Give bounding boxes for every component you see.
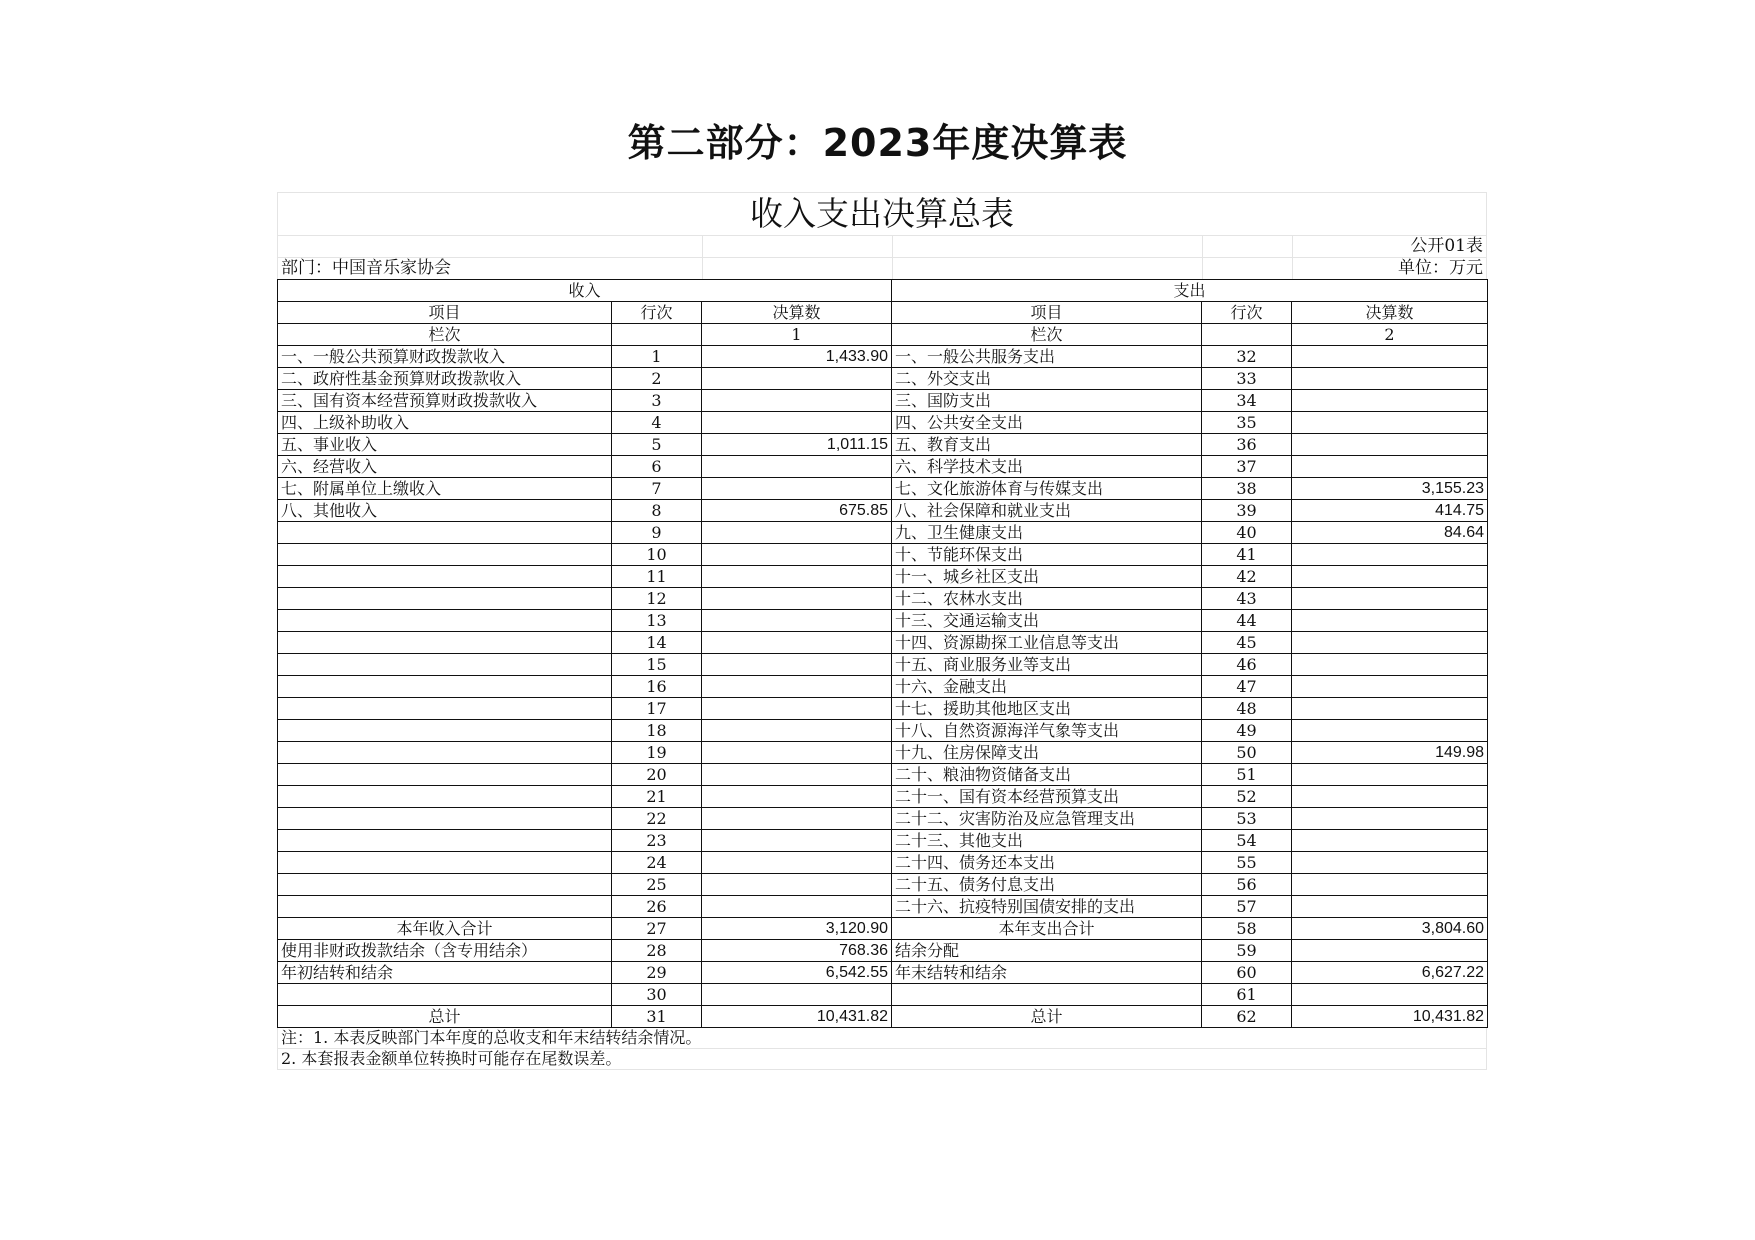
income-summary-item: 总计 <box>278 1006 612 1028</box>
expense-amount <box>1292 412 1488 434</box>
summary-row <box>278 940 1488 962</box>
expense-amount <box>1292 676 1488 698</box>
income-summary-item: 本年收入合计 <box>278 918 612 940</box>
income-amount <box>702 676 892 698</box>
summary-row <box>278 984 1488 1006</box>
income-row-number: 6 <box>612 456 702 478</box>
note-line: 2. 本套报表金额单位转换时可能存在尾数误差。 <box>277 1049 1487 1070</box>
summary-row <box>278 962 1488 984</box>
summary-row <box>278 1006 1488 1028</box>
income-item <box>278 676 612 698</box>
expense-item: 十八、自然资源海洋气象等支出 <box>892 720 1202 742</box>
income-row-number: 12 <box>612 588 702 610</box>
expense-item: 五、教育支出 <box>892 434 1202 456</box>
expense-row-number: 43 <box>1202 588 1292 610</box>
expense-header: 支出 <box>892 280 1488 302</box>
income-row-number: 5 <box>612 434 702 456</box>
table-row <box>278 478 1488 500</box>
table-row <box>278 522 1488 544</box>
column-header-row <box>278 302 1488 324</box>
expense-summary-item: 本年支出合计 <box>892 918 1202 940</box>
expense-item: 二十一、国有资本经营预算支出 <box>892 786 1202 808</box>
income-amount <box>702 654 892 676</box>
income-item: 四、上级补助收入 <box>278 412 612 434</box>
expense-amount <box>1292 764 1488 786</box>
expense-row-number: 32 <box>1202 346 1292 368</box>
expense-row-number: 40 <box>1202 522 1292 544</box>
income-row-number: 8 <box>612 500 702 522</box>
empty-cell <box>1202 324 1292 346</box>
expense-amount <box>1292 852 1488 874</box>
income-row-number: 17 <box>612 698 702 720</box>
expense-summary-item: 结余分配 <box>892 940 1202 962</box>
expense-row-number: 36 <box>1202 434 1292 456</box>
expense-item: 十、节能环保支出 <box>892 544 1202 566</box>
expense-item: 二、外交支出 <box>892 368 1202 390</box>
income-item: 一、一般公共预算财政拨款收入 <box>278 346 612 368</box>
department-label: 部门：中国音乐家协会 <box>281 258 451 278</box>
income-row-number: 29 <box>612 962 702 984</box>
expense-amount <box>1292 544 1488 566</box>
income-row-number: 7 <box>612 478 702 500</box>
income-item <box>278 896 612 918</box>
income-amount <box>702 390 892 412</box>
table-row <box>278 698 1488 720</box>
income-row-number: 19 <box>612 742 702 764</box>
expense-summary-amount <box>1292 984 1488 1006</box>
expense-row-number: 38 <box>1202 478 1292 500</box>
expense-row-number: 42 <box>1202 566 1292 588</box>
income-amount <box>702 566 892 588</box>
income-amount <box>702 368 892 390</box>
expense-row-number: 61 <box>1202 984 1292 1006</box>
expense-row-number: 35 <box>1202 412 1292 434</box>
expense-row-number: 57 <box>1202 896 1292 918</box>
expense-amount: 84.64 <box>1292 522 1488 544</box>
expense-item-header: 项目 <box>892 302 1202 324</box>
expense-item: 十一、城乡社区支出 <box>892 566 1202 588</box>
income-item <box>278 588 612 610</box>
income-row-number: 3 <box>612 390 702 412</box>
table-row <box>278 566 1488 588</box>
table-row <box>278 764 1488 786</box>
income-item <box>278 610 612 632</box>
income-amount <box>702 610 892 632</box>
expense-amount <box>1292 698 1488 720</box>
income-row-number: 28 <box>612 940 702 962</box>
meta-row-code <box>277 235 1487 257</box>
expense-amount <box>1292 654 1488 676</box>
income-amount <box>702 742 892 764</box>
expense-row-number: 46 <box>1202 654 1292 676</box>
income-summary-item <box>278 984 612 1006</box>
empty-cell <box>612 324 702 346</box>
income-amount <box>702 852 892 874</box>
expense-summary-amount: 3,804.60 <box>1292 918 1488 940</box>
income-item: 七、附属单位上缴收入 <box>278 478 612 500</box>
page-title: 第二部分：2023年度决算表 <box>627 121 1128 165</box>
expense-amount: 414.75 <box>1292 500 1488 522</box>
income-row-number: 26 <box>612 896 702 918</box>
expense-item: 四、公共安全支出 <box>892 412 1202 434</box>
income-summary-amount: 10,431.82 <box>702 1006 892 1028</box>
income-amount <box>702 720 892 742</box>
income-item <box>278 566 612 588</box>
expense-item: 六、科学技术支出 <box>892 456 1202 478</box>
income-amount: 675.85 <box>702 500 892 522</box>
expense-row-number: 47 <box>1202 676 1292 698</box>
expense-rowno-header: 行次 <box>1202 302 1292 324</box>
expense-item: 二十六、抗疫特别国债安排的支出 <box>892 896 1202 918</box>
expense-amount <box>1292 896 1488 918</box>
expense-summary-item: 年末结转和结余 <box>892 962 1202 984</box>
table-row <box>278 544 1488 566</box>
income-column-number: 1 <box>702 324 892 346</box>
expense-row-number: 49 <box>1202 720 1292 742</box>
expense-row-number: 56 <box>1202 874 1292 896</box>
expense-summary-item <box>892 984 1202 1006</box>
income-amount <box>702 764 892 786</box>
table-row <box>278 654 1488 676</box>
income-summary-amount <box>702 984 892 1006</box>
table-row <box>278 412 1488 434</box>
expense-item: 十五、商业服务业等支出 <box>892 654 1202 676</box>
unit-label: 单位：万元 <box>1398 258 1483 278</box>
expense-item: 十四、资源勘探工业信息等支出 <box>892 632 1202 654</box>
income-row-number: 16 <box>612 676 702 698</box>
income-amount-header: 决算数 <box>702 302 892 324</box>
income-item: 二、政府性基金预算财政拨款收入 <box>278 368 612 390</box>
expense-row-number: 33 <box>1202 368 1292 390</box>
table-code: 公开01表 <box>1410 236 1483 256</box>
income-item <box>278 522 612 544</box>
meta-row-dept <box>277 257 1487 279</box>
income-amount <box>702 896 892 918</box>
expense-amount: 3,155.23 <box>1292 478 1488 500</box>
table-row <box>278 874 1488 896</box>
income-row-number: 23 <box>612 830 702 852</box>
expense-item: 九、卫生健康支出 <box>892 522 1202 544</box>
expense-amount <box>1292 368 1488 390</box>
income-item <box>278 808 612 830</box>
column-label-row <box>278 324 1488 346</box>
income-row-number: 27 <box>612 918 702 940</box>
income-row-number: 24 <box>612 852 702 874</box>
expense-item: 一、一般公共服务支出 <box>892 346 1202 368</box>
income-row-number: 30 <box>612 984 702 1006</box>
income-row-number: 15 <box>612 654 702 676</box>
expense-column-number: 2 <box>1292 324 1488 346</box>
expense-amount <box>1292 720 1488 742</box>
expense-amount <box>1292 808 1488 830</box>
expense-item: 二十二、灾害防治及应急管理支出 <box>892 808 1202 830</box>
budget-table <box>277 279 1488 1028</box>
income-header: 收入 <box>278 280 892 302</box>
table-row <box>278 896 1488 918</box>
income-item <box>278 720 612 742</box>
expense-amount <box>1292 588 1488 610</box>
income-item: 八、其他收入 <box>278 500 612 522</box>
income-amount <box>702 522 892 544</box>
expense-row-number: 58 <box>1202 918 1292 940</box>
income-row-number: 18 <box>612 720 702 742</box>
income-item-header: 项目 <box>278 302 612 324</box>
summary-row <box>278 918 1488 940</box>
income-amount <box>702 544 892 566</box>
expense-summary-amount: 6,627.22 <box>1292 962 1488 984</box>
expense-row-number: 34 <box>1202 390 1292 412</box>
table-row <box>278 808 1488 830</box>
table-row <box>278 390 1488 412</box>
expense-summary-amount: 10,431.82 <box>1292 1006 1488 1028</box>
income-item <box>278 654 612 676</box>
income-item <box>278 852 612 874</box>
note-line: 注：1. 本表反映部门本年度的总收支和年末结转结余情况。 <box>277 1028 1487 1049</box>
income-column-label: 栏次 <box>278 324 612 346</box>
expense-amount <box>1292 830 1488 852</box>
income-amount <box>702 588 892 610</box>
table-row <box>278 610 1488 632</box>
expense-amount <box>1292 874 1488 896</box>
income-amount <box>702 808 892 830</box>
income-row-number: 13 <box>612 610 702 632</box>
income-summary-item: 使用非财政拨款结余（含专用结余） <box>278 940 612 962</box>
expense-amount <box>1292 786 1488 808</box>
expense-item: 二十四、债务还本支出 <box>892 852 1202 874</box>
table-row <box>278 830 1488 852</box>
table-row <box>278 720 1488 742</box>
income-item <box>278 764 612 786</box>
income-amount <box>702 632 892 654</box>
table-row <box>278 456 1488 478</box>
expense-row-number: 59 <box>1202 940 1292 962</box>
income-item <box>278 698 612 720</box>
expense-amount <box>1292 390 1488 412</box>
income-row-number: 9 <box>612 522 702 544</box>
expense-row-number: 44 <box>1202 610 1292 632</box>
expense-item: 三、国防支出 <box>892 390 1202 412</box>
income-row-number: 14 <box>612 632 702 654</box>
expense-item: 八、社会保障和就业支出 <box>892 500 1202 522</box>
income-row-number: 20 <box>612 764 702 786</box>
income-summary-amount: 6,542.55 <box>702 962 892 984</box>
expense-item: 十七、援助其他地区支出 <box>892 698 1202 720</box>
income-amount <box>702 786 892 808</box>
expense-amount <box>1292 566 1488 588</box>
income-row-number: 2 <box>612 368 702 390</box>
income-row-number: 21 <box>612 786 702 808</box>
income-amount <box>702 874 892 896</box>
income-summary-amount: 768.36 <box>702 940 892 962</box>
expense-amount <box>1292 632 1488 654</box>
expense-summary-item: 总计 <box>892 1006 1202 1028</box>
income-item: 五、事业收入 <box>278 434 612 456</box>
table-title: 收入支出决算总表 <box>277 192 1487 235</box>
income-summary-amount: 3,120.90 <box>702 918 892 940</box>
income-item: 六、经营收入 <box>278 456 612 478</box>
income-row-number: 31 <box>612 1006 702 1028</box>
expense-item: 十六、金融支出 <box>892 676 1202 698</box>
table-row <box>278 500 1488 522</box>
expense-item: 十二、农林水支出 <box>892 588 1202 610</box>
expense-amount <box>1292 434 1488 456</box>
table-row <box>278 786 1488 808</box>
table-row <box>278 852 1488 874</box>
income-amount <box>702 412 892 434</box>
income-amount <box>702 478 892 500</box>
report-sheet <box>277 192 1487 1070</box>
expense-item: 七、文化旅游体育与传媒支出 <box>892 478 1202 500</box>
expense-item: 二十、粮油物资储备支出 <box>892 764 1202 786</box>
expense-row-number: 50 <box>1202 742 1292 764</box>
table-row <box>278 346 1488 368</box>
income-item <box>278 786 612 808</box>
expense-amount <box>1292 610 1488 632</box>
table-row <box>278 676 1488 698</box>
income-item: 三、国有资本经营预算财政拨款收入 <box>278 390 612 412</box>
income-row-number: 25 <box>612 874 702 896</box>
income-amount: 1,433.90 <box>702 346 892 368</box>
income-row-number: 1 <box>612 346 702 368</box>
section-header-row <box>278 280 1488 302</box>
expense-row-number: 48 <box>1202 698 1292 720</box>
expense-amount <box>1292 346 1488 368</box>
income-row-number: 4 <box>612 412 702 434</box>
income-amount <box>702 456 892 478</box>
income-row-number: 10 <box>612 544 702 566</box>
income-row-number: 11 <box>612 566 702 588</box>
expense-item: 十三、交通运输支出 <box>892 610 1202 632</box>
expense-row-number: 62 <box>1202 1006 1292 1028</box>
table-row <box>278 588 1488 610</box>
table-row <box>278 368 1488 390</box>
expense-item: 二十三、其他支出 <box>892 830 1202 852</box>
income-summary-item: 年初结转和结余 <box>278 962 612 984</box>
expense-row-number: 41 <box>1202 544 1292 566</box>
expense-amount: 149.98 <box>1292 742 1488 764</box>
expense-amount <box>1292 456 1488 478</box>
income-item <box>278 632 612 654</box>
expense-row-number: 55 <box>1202 852 1292 874</box>
expense-row-number: 45 <box>1202 632 1292 654</box>
income-item <box>278 830 612 852</box>
expense-item: 十九、住房保障支出 <box>892 742 1202 764</box>
expense-amount-header: 决算数 <box>1292 302 1488 324</box>
income-rowno-header: 行次 <box>612 302 702 324</box>
expense-row-number: 53 <box>1202 808 1292 830</box>
expense-item: 二十五、债务付息支出 <box>892 874 1202 896</box>
income-amount <box>702 698 892 720</box>
table-row <box>278 632 1488 654</box>
expense-row-number: 60 <box>1202 962 1292 984</box>
income-row-number: 22 <box>612 808 702 830</box>
income-item <box>278 742 612 764</box>
income-item <box>278 874 612 896</box>
table-row <box>278 742 1488 764</box>
expense-row-number: 51 <box>1202 764 1292 786</box>
income-amount: 1,011.15 <box>702 434 892 456</box>
expense-row-number: 39 <box>1202 500 1292 522</box>
expense-column-label: 栏次 <box>892 324 1202 346</box>
expense-row-number: 52 <box>1202 786 1292 808</box>
income-item <box>278 544 612 566</box>
expense-row-number: 37 <box>1202 456 1292 478</box>
expense-row-number: 54 <box>1202 830 1292 852</box>
income-amount <box>702 830 892 852</box>
table-row <box>278 434 1488 456</box>
notes <box>277 1028 1487 1070</box>
expense-summary-amount <box>1292 940 1488 962</box>
